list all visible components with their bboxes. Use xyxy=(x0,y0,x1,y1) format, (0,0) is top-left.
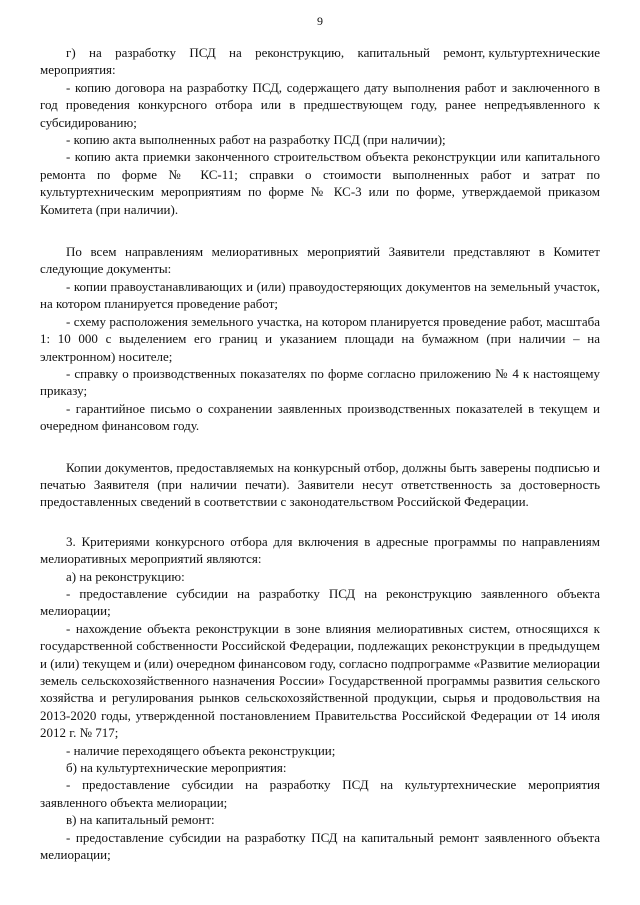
document-body xyxy=(40,44,600,863)
spacer xyxy=(40,511,600,533)
paragraph: - нахождение объекта реконструкции в зоне влияния мелиоративных систем, относящихся к государственной собственности Российской Федерации, подлежащих реконструкции в предыдущем и (или) текущем и (или) очередном финансовом году, согласно подпрограмме «Развитие мелиорации земель сельскохозяйственного назначения России» Государственной программы развития сельского хозяйства и регулирования рынков сельскохозяйственной продукции, сырья и продовольствия на 2013-2020 годы, утвержденной постановлением Правительства Российской Федерации от 14 июля 2012 г. № 717; xyxy=(40,620,600,741)
page-number: 9 xyxy=(317,14,323,28)
paragraph: - гарантийное письмо о сохранении заявленных производственных показателей в текущем и очередном финансовом году. xyxy=(40,400,600,434)
paragraph: - копии правоустанавливающих и (или) правоудостеряющих документов на земельный участок, на котором планируется проведение работ; xyxy=(40,278,600,312)
paragraph: Копии документов, предоставляемых на конкурсный отбор, должны быть заверены подписью и печатью Заявителя (при наличии печати). Заявители несут ответственность за достоверность предоставленных сведений в соответствии с законодательством Российской Федерации. xyxy=(40,459,600,510)
paragraph: - копию акта выполненных работ на разработку ПСД (при наличии); xyxy=(66,132,446,148)
paragraph: - копию акта приемки законченного строительством объекта реконструкции или капитального ремонта по форме № КС-11; справки о стоимости выполненных работ и затрат по культуртехническим мероприятиям по форме № КС-3 или по форме, утверждаемой приказом Комитета (при наличии). xyxy=(40,149,600,217)
paragraph: б) на культуртехнические мероприятия: xyxy=(66,760,287,776)
paragraph: в) на капитальный ремонт: xyxy=(66,812,215,828)
paragraph: 3. Критериями конкурсного отбора для включения в адресные программы по направлениям мелиоративных мероприятий являются: xyxy=(40,533,600,567)
paragraph: - предоставление субсидии на разработку ПСД на культуртехнические мероприятия заявленного объекта мелиорации; xyxy=(40,777,600,810)
paragraph: - предоставление субсидии на разработку ПСД на капитальный ремонт заявленного объекта мелиорации; xyxy=(40,829,600,863)
paragraph: - справку о производственных показателях по форме согласно приложению № 4 к настоящему приказу; xyxy=(40,365,600,399)
paragraph: - наличие переходящего объекта реконструкции; xyxy=(66,742,336,758)
paragraph: - схему расположения земельного участка, на котором планируется проведение работ, масштаба 1: 10 000 с выделением его границ и указанием площади на бумажном (при наличии – на электронном) носителе; xyxy=(40,313,600,364)
spacer xyxy=(40,435,600,459)
paragraph: - предоставление субсидии на разработку ПСД на реконструкцию заявленного объекта мелиорации; xyxy=(40,585,600,619)
paragraph: а) на реконструкцию: xyxy=(66,568,185,584)
paragraph: - копию договора на разработку ПСД, содержащего дату выполнения работ и заключенного в год проведения конкурсного отбора или в предшествующем году, ранее непредъявленного к субсидированию; xyxy=(40,79,600,130)
paragraph: г) на разработку ПСД на реконструкцию, капитальный ремонт, культуртехнические мероприятия: xyxy=(40,45,600,78)
spacer xyxy=(40,218,600,243)
paragraph: По всем направлениям мелиоративных мероприятий Заявители представляют в Комитет следующие документы: xyxy=(40,244,600,277)
